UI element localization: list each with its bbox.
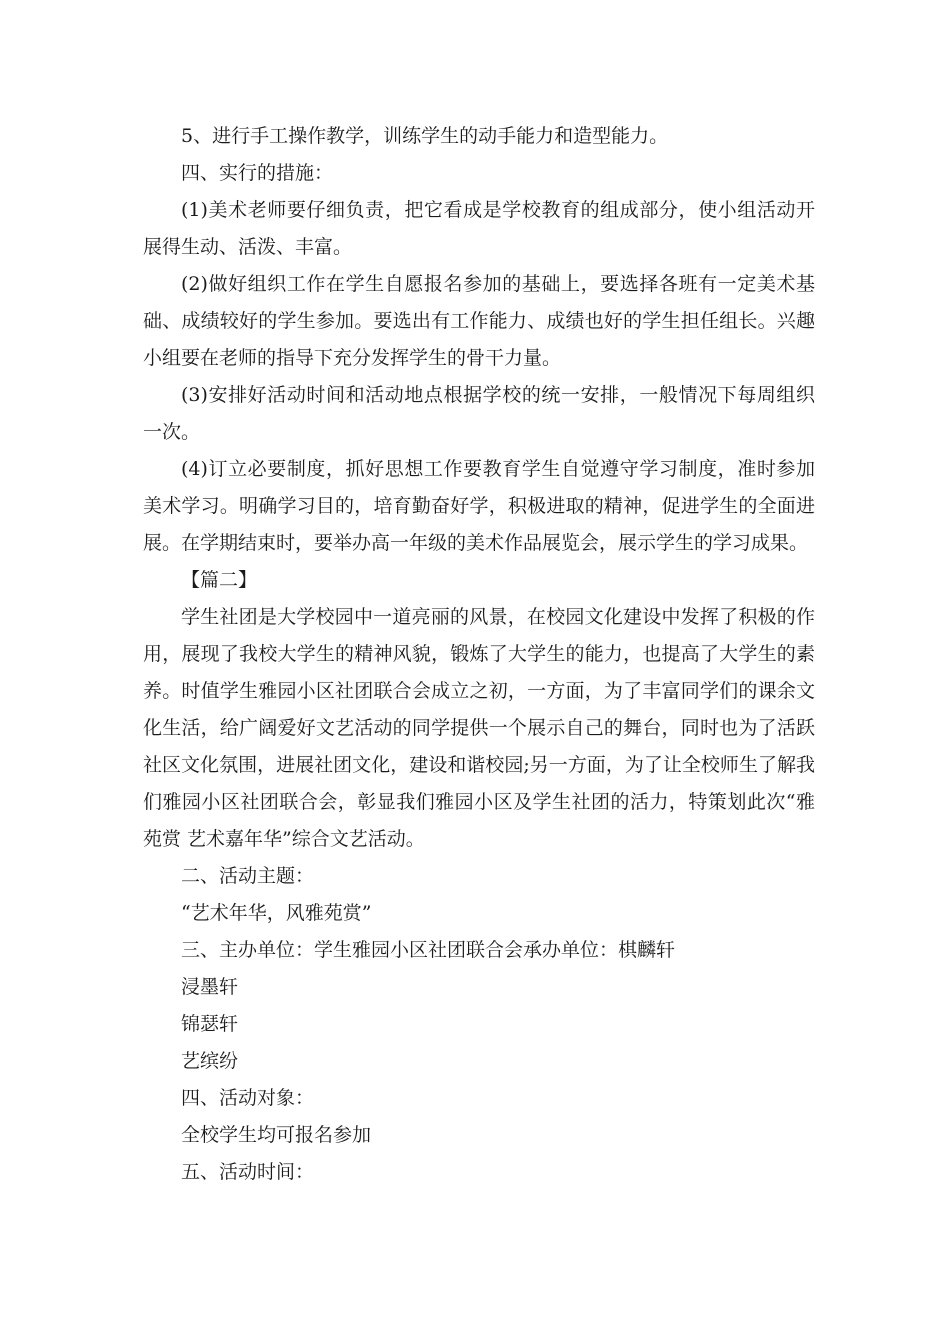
section-heading-measures: 四、实行的措施： xyxy=(181,162,334,184)
paragraph-intro: 学生社团是大学校园中一道亮丽的风景，在校园文化建设中发挥了积极的作用，展现了我校大学生的精神风貌，锻炼了大学生的能力，也提高了大学生的素养。时值学生雅园小区社团联合会成立之初，一方面，为了丰富同学们的课余文化生活，给广阔爱好文艺活动的同学提供一个展示自己的舞台，同时也为了活跃社区文化氛围，进展社团文化，建设和谐校园;另一方面，为了让全校师生了解我们雅园小区社团联合会，彰显我们雅园小区及学生社团的活力，特策划此次“雅苑赏 艺术嘉年华”综合文艺活动。 xyxy=(143,606,815,850)
theme-text: “艺术年华，风雅苑赏” xyxy=(181,902,372,924)
section-heading-audience: 四、活动对象： xyxy=(181,1087,315,1109)
organizer-item: 浸墨轩 xyxy=(181,976,239,998)
paragraph-measure-1: (1)美术老师要仔细负责，把它看成是学校教育的组成部分，使小组活动开展得生动、活泼、丰富。 xyxy=(143,199,815,258)
audience-text: 全校学生均可报名参加 xyxy=(181,1124,372,1146)
organizer-item: 锦瑟轩 xyxy=(181,1013,239,1035)
paragraph-measure-2: (2)做好组织工作在学生自愿报名参加的基础上，要选择各班有一定美术基础、成绩较好的学生参加。要选出有工作能力、成绩也好的学生担任组长。兴趣小组要在老师的指导下充分发挥学生的骨干力量。 xyxy=(143,273,815,369)
section-heading-time: 五、活动时间： xyxy=(181,1161,315,1183)
paragraph-measure-3: (3)安排好活动时间和活动地点根据学校的统一安排，一般情况下每周组织一次。 xyxy=(143,384,815,443)
section-heading-theme: 二、活动主题： xyxy=(181,865,315,887)
section-heading-organizers: 三、主办单位：学生雅园小区社团联合会承办单位：棋麟轩 xyxy=(181,939,676,961)
part-two-heading: 【篇二】 xyxy=(181,569,258,591)
organizer-item: 艺缤纷 xyxy=(181,1050,239,1072)
document-body xyxy=(143,118,815,1191)
paragraph-item-5: 5、进行手工操作教学，训练学生的动手能力和造型能力。 xyxy=(181,125,669,147)
paragraph-measure-4: (4)订立必要制度，抓好思想工作要教育学生自觉遵守学习制度，准时参加美术学习。明确学习目的，培育勤奋好学，积极进取的精神，促进学生的全面进展。在学期结束时，要举办高一年级的美术作品展览会，展示学生的学习成果。 xyxy=(143,458,815,554)
